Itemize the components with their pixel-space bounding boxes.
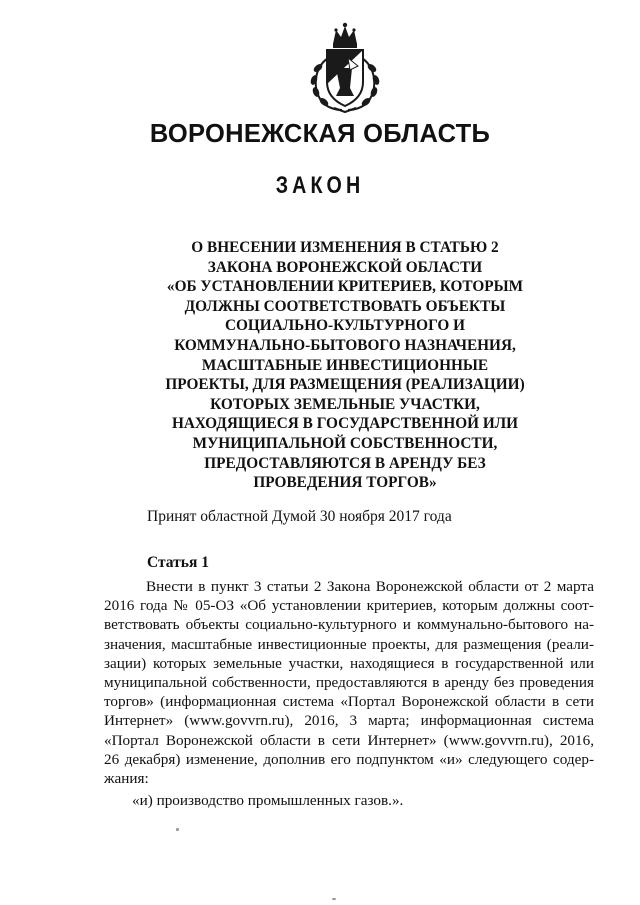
law-title-line: КОТОРЫХ ЗЕМЕЛЬНЫЕ УЧАСТКИ,: [210, 395, 480, 413]
article-line: торгов» (информационная система «Портал Воронежской области в сети: [104, 693, 594, 711]
law-title-line: О ВНЕСЕНИИ ИЗМЕНЕНИЯ В СТАТЬЮ 2: [191, 239, 499, 256]
law-title-line: ПРОЕКТЫ, ДЛЯ РАЗМЕЩЕНИЯ (РЕАЛИЗАЦИИ): [165, 376, 525, 394]
sub-item-i: «и) производство промышленных газов.».: [132, 792, 404, 809]
article-line: 2016 года № 05-ОЗ «Об установлении критериев, которым должны соот-: [104, 597, 594, 615]
article-body: [104, 577, 594, 788]
article-line: муниципальной собственности, предоставляются в аренду без проведения: [104, 674, 594, 692]
adoption-date: Принят областной Думой 30 ноября 2017 года: [147, 508, 452, 525]
scan-speck: [176, 828, 179, 831]
law-title-line: ПРОВЕДЕНИЯ ТОРГОВ»: [253, 474, 437, 492]
article-line: зации) которых земельные участки, находящиеся в государственной или: [104, 654, 594, 672]
article-line: Внести в пункт 3 статьи 2 Закона Воронежской области от 2 марта: [146, 578, 594, 595]
law-title-line: НАХОДЯЩИЕСЯ В ГОСУДАРСТВЕННОЙ ИЛИ: [171, 415, 519, 433]
law-title-line: КОММУНАЛЬНО-БЫТОВОГО НАЗНАЧЕНИЯ,: [174, 336, 516, 354]
law-title-line: ДОЛЖНЫ СООТВЕТСТВОВАТЬ ОБЪЕКТЫ: [184, 297, 506, 315]
scan-speck: [332, 898, 336, 900]
law-title-line: СОЦИАЛЬНО-КУЛЬТУРНОГО И: [224, 317, 466, 335]
document-type: ЗАКОН: [275, 172, 365, 199]
article-heading: Статья 1: [147, 554, 209, 571]
law-title-line: МУНИЦИПАЛЬНОЙ СОБСТВЕННОСТИ,: [192, 434, 498, 452]
voronezh-coat-of-arms-icon: [306, 22, 384, 114]
law-title-line: ПРЕДОСТАВЛЯЮТСЯ В АРЕНДУ БЕЗ: [204, 454, 486, 472]
article-line: значения, масштабные инвестиционные проекты, для размещения (реали-: [104, 635, 594, 653]
article-line: жания:: [104, 770, 149, 788]
law-title-line: МАСШТАБНЫЕ ИНВЕСТИЦИОННЫЕ: [201, 356, 489, 374]
law-title-line: «ОБ УСТАНОВЛЕНИИ КРИТЕРИЕВ, КОТОРЫМ: [166, 278, 524, 296]
article-line: 26 декабря) изменение, дополнив его подпунктом «и» следующего содер-: [104, 750, 594, 768]
law-title-line: ЗАКОНА ВОРОНЕЖСКОЙ ОБЛАСТИ: [207, 258, 483, 276]
article-line: Интернет» (www.govvrn.ru), 2016, 3 марта; информационная система: [104, 712, 594, 730]
region-title: ВОРОНЕЖСКАЯ ОБЛАСТЬ: [149, 120, 491, 148]
article-line: «Портал Воронежской области в сети Интернет» (www.govvrn.ru), 2016,: [104, 731, 594, 749]
article-line: ветствовать объекты социально-культурного и коммунально-бытового на-: [104, 616, 594, 634]
law-title: [140, 238, 550, 493]
